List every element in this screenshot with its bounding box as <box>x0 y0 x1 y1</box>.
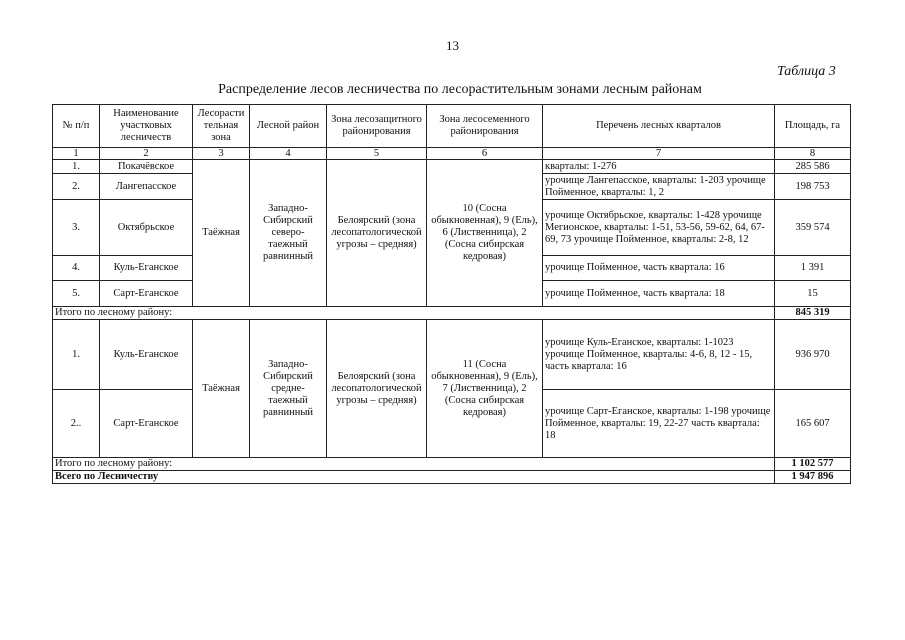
area-value: 165 607 <box>775 390 851 458</box>
subtotal-row <box>53 458 851 471</box>
area-value: 285 586 <box>775 160 851 174</box>
quarters-list: кварталы: 1-276 <box>543 160 775 174</box>
row-number: 2.. <box>53 390 100 458</box>
area-value: 198 753 <box>775 174 851 200</box>
quarters-list: урочище Сарт-Еганское, кварталы: 1-198 урочище Пойменное, кварталы: 19, 22-27 часть квартала: 18 <box>543 390 775 458</box>
column-number: 1 <box>53 148 100 160</box>
row-number: 2. <box>53 174 100 200</box>
row-number: 5. <box>53 281 100 307</box>
grand-total-label: Всего по Лесничеству <box>53 471 775 484</box>
header-cell: Наименование участковых лесничеств <box>100 105 193 148</box>
column-number: 5 <box>327 148 427 160</box>
table-row <box>53 160 851 174</box>
quarters-list: урочище Октябрьское, кварталы: 1-428 урочище Мегионское, кварталы: 1-51, 53-56, 59-62, 64, 67-69, 73 урочище Пойменное, кварталы: 2-8, 12 <box>543 200 775 256</box>
forestry-name: Лангепасское <box>100 174 193 200</box>
seed-zone: 11 (Сосна обыкновенная), 9 (Ель), 7 (Лиственница), 2 (Сосна сибирская кедровая) <box>427 320 543 458</box>
quarters-list: урочище Пойменное, часть квартала: 16 <box>543 256 775 281</box>
subtotal-row <box>53 307 851 320</box>
forestry-name: Покачёвское <box>100 160 193 174</box>
subtotal-label: Итого по лесному району: <box>53 307 775 320</box>
forest-distribution-table <box>52 104 851 484</box>
table-label: Таблица 3 <box>777 64 836 79</box>
column-number: 4 <box>250 148 327 160</box>
subtotal-value: 845 319 <box>775 307 851 320</box>
grand-total-row <box>53 471 851 484</box>
area-value: 936 970 <box>775 320 851 390</box>
area-value: 1 391 <box>775 256 851 281</box>
forestry-name: Куль-Еганское <box>100 320 193 390</box>
header-row <box>53 105 851 148</box>
header-cell: № п/п <box>53 105 100 148</box>
quarters-list: урочище Лангепасское, кварталы: 1-203 урочище Пойменное, кварталы: 1, 2 <box>543 174 775 200</box>
column-number: 6 <box>427 148 543 160</box>
quarters-list: урочище Пойменное, часть квартала: 18 <box>543 281 775 307</box>
forest-region: Западно-Сибирский северо-таежный равнинный <box>250 160 327 307</box>
header-cell: Перечень лесных кварталов <box>543 105 775 148</box>
subtotal-value: 1 102 577 <box>775 458 851 471</box>
row-number: 1. <box>53 320 100 390</box>
column-number: 8 <box>775 148 851 160</box>
area-value: 359 574 <box>775 200 851 256</box>
forestry-name: Октябрьское <box>100 200 193 256</box>
seed-zone: 10 (Сосна обыкновенная), 9 (Ель), 6 (Лиственница), 2 (Сосна сибирская кедровая) <box>427 160 543 307</box>
forestry-name: Сарт-Еганское <box>100 390 193 458</box>
header-cell: Лесорасти тельная зона <box>193 105 250 148</box>
column-number-row <box>53 148 851 160</box>
forestry-name: Куль-Еганское <box>100 256 193 281</box>
quarters-list: урочище Куль-Еганское, кварталы: 1-1023 урочище Пойменное, кварталы: 4-6, 8, 12 - 15, часть квартала: 16 <box>543 320 775 390</box>
header-cell: Зона лесозащитного районирования <box>327 105 427 148</box>
forest-region: Западно-Сибирский средне-таежный равнинный <box>250 320 327 458</box>
column-number: 3 <box>193 148 250 160</box>
grand-total-value: 1 947 896 <box>775 471 851 484</box>
header-cell: Зона лесосеменного районирования <box>427 105 543 148</box>
forest-zone: Таёжная <box>193 320 250 458</box>
forestry-name: Сарт-Еганское <box>100 281 193 307</box>
header-cell: Лесной район <box>250 105 327 148</box>
protection-zone: Белоярский (зона лесопатологической угрозы – средняя) <box>327 160 427 307</box>
protection-zone: Белоярский (зона лесопатологической угрозы – средняя) <box>327 320 427 458</box>
area-value: 15 <box>775 281 851 307</box>
forest-zone: Таёжная <box>193 160 250 307</box>
table-row <box>53 320 851 390</box>
column-number: 2 <box>100 148 193 160</box>
column-number: 7 <box>543 148 775 160</box>
page-number: 13 <box>446 38 459 53</box>
table-title: Распределение лесов лесничества по лесорастительным зонами лесным районам <box>218 82 702 97</box>
subtotal-label: Итого по лесному району: <box>53 458 775 471</box>
row-number: 4. <box>53 256 100 281</box>
header-cell: Площадь, га <box>775 105 851 148</box>
row-number: 3. <box>53 200 100 256</box>
row-number: 1. <box>53 160 100 174</box>
